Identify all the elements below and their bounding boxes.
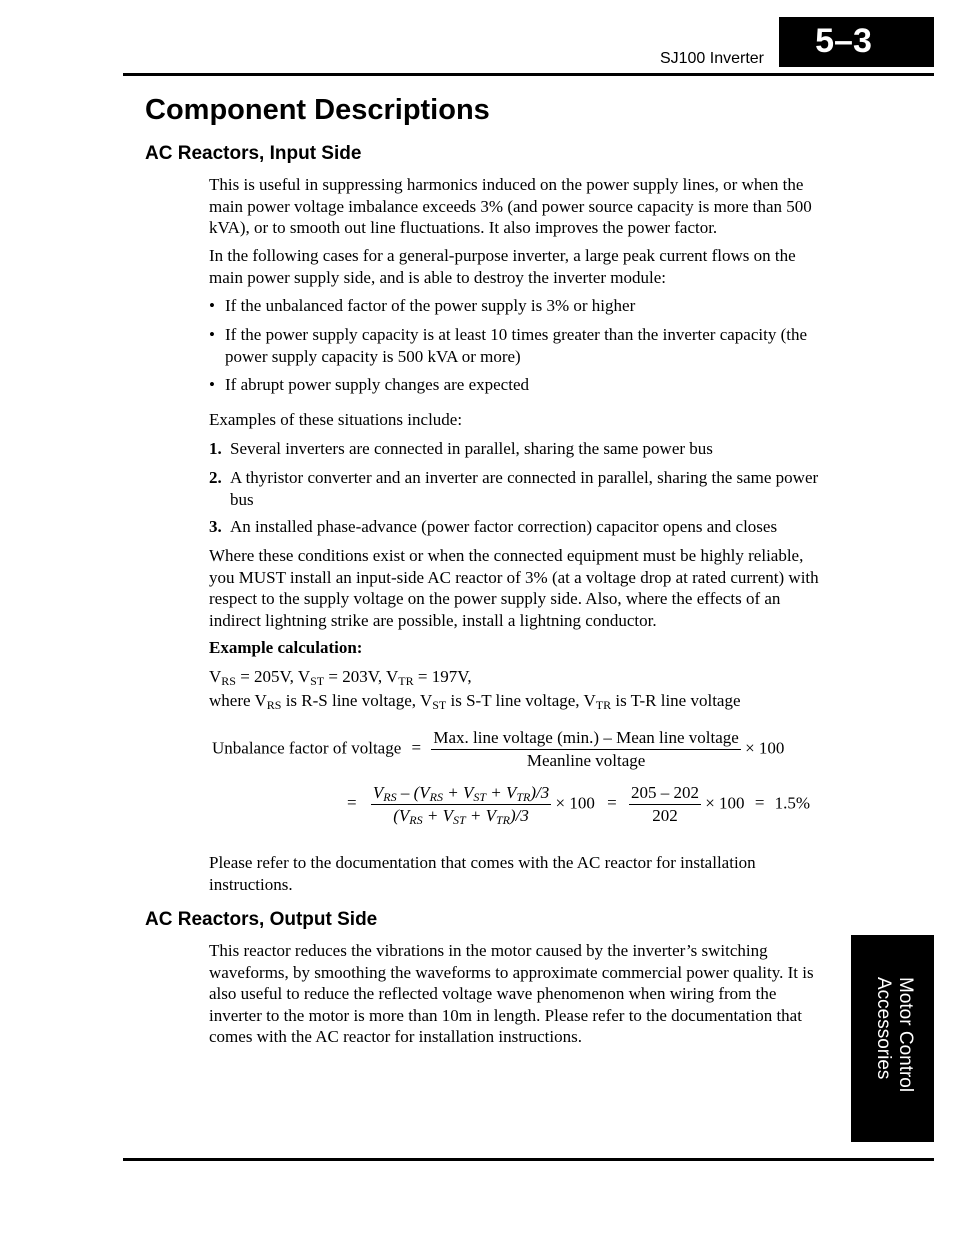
formula-result: 1.5% (774, 793, 811, 813)
subscript: TR (595, 698, 612, 712)
times-100: × 100 (705, 793, 745, 813)
fraction-denominator: $(V_{RS} + V_{ST} + V_{TR})/3$ (393, 806, 529, 827)
subscript: TR (398, 674, 414, 688)
fraction-numerator: Max. line voltage (min.) – Mean line voltage (431, 728, 740, 750)
numbered-item (209, 516, 833, 538)
formula-computation (347, 783, 810, 826)
item-text: An installed phase-advance (power factor correction) capacitor opens and closes (230, 517, 778, 536)
times-100: × 100 (745, 738, 785, 758)
formula-definition (212, 728, 784, 771)
value-text: = 197V, (413, 667, 472, 686)
symbol: V (209, 667, 222, 686)
equals-sign: = (411, 738, 422, 758)
numbered-item (209, 438, 833, 460)
numeric-fraction (629, 783, 701, 826)
bullet-item (209, 374, 833, 396)
value-text: = 203V, (324, 667, 387, 686)
formula-fraction (431, 728, 740, 771)
examples-intro: Examples of these situations include: (209, 410, 463, 429)
text: is R-S line voltage, V (281, 691, 433, 710)
section-heading-input-side: AC Reactors, Input Side (145, 143, 362, 164)
paragraph: This reactor reduces the vibrations in the motor caused by the inverter’s switching waveforms, by smoothing the waveforms to approximate commercial power quality. It is also useful to reduce the reflected voltage wave phenomenon when wiring from the inverter to the motor is more than 10m in length. Please refer to the documentation that comes with the AC reactor for installation instructions. (209, 941, 814, 1046)
section-heading-output-side: AC Reactors, Output Side (145, 909, 378, 930)
header-product-name: SJ100 Inverter (659, 50, 764, 67)
subscript: ST (432, 698, 447, 712)
symbol: V (297, 667, 311, 686)
voltage-definitions-line (209, 690, 833, 712)
side-tab-line: Accessories (873, 977, 894, 1080)
paragraph: Please refer to the documentation that comes with the AC reactor for installation instructions. (209, 853, 756, 894)
documentation-note (209, 852, 833, 895)
side-tab-label (851, 935, 934, 1142)
item-number: 2. (209, 468, 222, 487)
symbolic-fraction (371, 783, 551, 826)
equals-sign: = (347, 793, 357, 813)
item-text: Several inverters are connected in parallel, sharing the same power bus (230, 439, 713, 458)
page-title: Component Descriptions (145, 94, 490, 126)
requirements-paragraph (209, 545, 833, 631)
item-text: A thyristor converter and an inverter are connected in parallel, sharing the same power bus (230, 468, 819, 509)
output-side-paragraph (209, 940, 829, 1048)
text: is S-T line voltage, V (446, 691, 596, 710)
fraction-numerator: $V_{RS} - (V_{RS} + V_{ST} + V_{TR})/3$ (372, 783, 550, 804)
paragraph: In the following cases for a general-purpose inverter, a large peak current flows on the main power supply side, and is able to destroy the inverter module: (209, 246, 796, 287)
bullet-text: If the power supply capacity is at least 10 times greater than the inverter capacity (the power supply capacity is 500 kVA or more) (225, 325, 808, 366)
voltage-values-line (209, 666, 833, 688)
bullet-text: If abrupt power supply changes are expected (225, 375, 529, 394)
fraction-denominator: Meanline voltage (526, 751, 646, 770)
item-number: 3. (209, 517, 222, 536)
numbered-item (209, 467, 833, 510)
header-rule (123, 73, 934, 76)
value-text: = 205V, (235, 667, 298, 686)
side-tab-line: Motor Control (895, 977, 916, 1093)
symbol: V (386, 667, 399, 686)
bullet-item (209, 324, 833, 367)
example-calculation-heading: Example calculation: (209, 638, 363, 657)
subscript: RS (266, 698, 282, 712)
equals-sign: = (754, 793, 765, 813)
formula-label: Unbalance factor of voltage (212, 738, 402, 758)
bullet-text: If the unbalanced factor of the power supply is 3% or higher (225, 296, 636, 315)
item-number: 1. (209, 439, 222, 458)
fraction-denominator: 202 (652, 806, 678, 825)
footer-rule (123, 1158, 934, 1161)
bullet-mark: • (209, 296, 215, 315)
times-100: × 100 (555, 793, 595, 813)
paragraph: This is useful in suppressing harmonics induced on the power supply lines, or when the main power voltage imbalance exceeds 3% (and power source capacity is more than 500 kVA), or to smooth out line fluctuations. It also improves the power factor. (209, 175, 812, 237)
input-side-intro-paragraph (209, 174, 833, 239)
equals-sign: = (607, 793, 617, 813)
page-number-box: 5–3 (779, 17, 934, 67)
chapter-side-tab (851, 935, 934, 1142)
bullet-mark: • (209, 375, 215, 394)
text: where V (209, 691, 267, 710)
subscript: RS (221, 674, 236, 688)
paragraph: Where these conditions exist or when the connected equipment must be highly reliable, you MUST install an input-side AC reactor of 3% (at a voltage drop at rated current) with respect to the supply voltage on the power supply side. Also, where the effects of an indirect lightning strike are possible, install a lightning conductor. (209, 546, 819, 630)
input-side-cases-paragraph (209, 245, 833, 288)
text: is T-R line voltage (611, 691, 741, 710)
subscript: ST (310, 674, 325, 688)
fraction-numerator: 205 – 202 (629, 783, 701, 805)
bullet-item (209, 295, 833, 317)
bullet-mark: • (209, 325, 215, 344)
